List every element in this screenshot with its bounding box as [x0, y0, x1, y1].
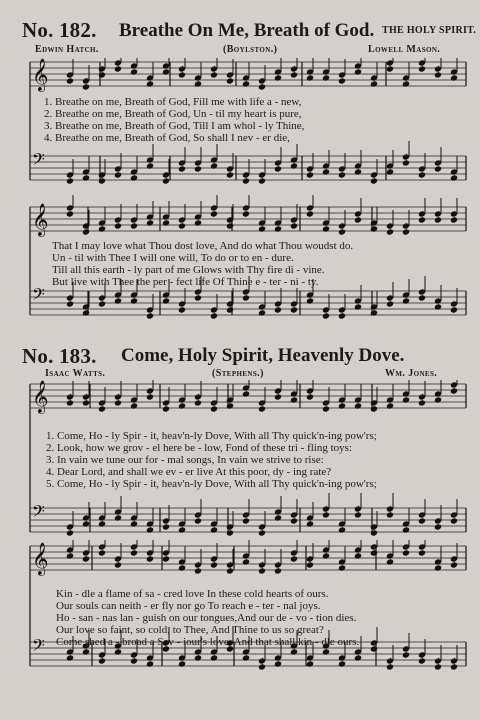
note-head: [450, 216, 458, 223]
hymn-183-composer: Wm. Jones.: [385, 368, 438, 379]
note-head: [226, 306, 234, 313]
note-head: [338, 660, 346, 667]
note-head: [242, 517, 250, 524]
note-head: [130, 657, 138, 664]
note-head: [418, 171, 426, 178]
note-head: [98, 657, 106, 664]
note-head: [194, 219, 202, 226]
note-head: [162, 555, 170, 562]
note-head: [402, 228, 410, 235]
hymn-182-system-1-lyrics: [44, 96, 304, 144]
lyric-line: 2. Look, how we grov - el here be - low, Fond of these tri - fling toys:: [46, 442, 353, 454]
lyric-line: 3. Breathe on me, Breath of God, Till I am whol - ly Thine,: [44, 120, 305, 132]
hymn-183-system-1-lyrics: [46, 430, 377, 490]
lyric-line: 2. Breathe on me, Breath of God, Un - til my heart is pure,: [44, 108, 302, 120]
note-head: [258, 225, 266, 232]
note-head: [354, 511, 362, 518]
note-head: [322, 225, 330, 232]
note-head: [194, 80, 202, 87]
note-head: [450, 517, 458, 524]
treble-clef-icon: 𝄞: [32, 380, 49, 413]
note-head: [98, 300, 106, 307]
note-head: [114, 648, 122, 655]
note-head: [66, 552, 74, 559]
note-head: [242, 210, 250, 217]
note-head: [274, 225, 282, 232]
note-head: [450, 306, 458, 313]
bass-clef-icon: 𝄢: [32, 635, 45, 659]
note-head: [98, 520, 106, 527]
note-head: [146, 312, 154, 319]
hymn-183-tune: (Stephens.): [212, 368, 264, 379]
hymn-183-author: Isaac Watts.: [45, 368, 106, 379]
note-head: [450, 174, 458, 181]
note-head: [322, 168, 330, 175]
treble-clef-icon: 𝄞: [32, 203, 49, 236]
treble-clef-icon: 𝄞: [32, 58, 49, 91]
lyric-line: Come,shed a - broad a Sav - iour's love, And that shall kin - dle ours.: [56, 636, 360, 648]
note-head: [322, 511, 330, 518]
note-head: [130, 68, 138, 75]
note-head: [162, 219, 170, 226]
note-head: [178, 660, 186, 667]
note-head: [258, 567, 266, 574]
note-head: [434, 663, 442, 670]
note-head: [130, 174, 138, 181]
note-head: [434, 216, 442, 223]
note-head: [290, 222, 298, 229]
note-head: [114, 65, 122, 72]
note-head: [290, 71, 298, 78]
note-head: [242, 558, 250, 565]
note-head: [194, 399, 202, 406]
note-head: [338, 228, 346, 235]
note-head: [130, 297, 138, 304]
note-head: [370, 405, 378, 412]
bass-clef-icon: 𝄢: [32, 501, 45, 525]
note-head: [242, 294, 250, 301]
note-head: [210, 71, 218, 78]
note-head: [194, 165, 202, 172]
note-head: [370, 80, 378, 87]
note-head: [178, 402, 186, 409]
treble-clef-icon: 𝄞: [32, 542, 49, 575]
note-head: [418, 517, 426, 524]
note-head: [322, 312, 330, 319]
note-head: [434, 71, 442, 78]
note-head: [162, 297, 170, 304]
note-head: [370, 225, 378, 232]
note-head: [82, 174, 90, 181]
note-head: [370, 309, 378, 316]
note-head: [386, 168, 394, 175]
hymn-182-composer: Lowell Mason.: [368, 44, 441, 55]
note-head: [338, 171, 346, 178]
note-head: [434, 303, 442, 310]
note-head: [354, 402, 362, 409]
note-head: [98, 225, 106, 232]
lyric-line: Our souls can neith - er fly nor go To reach e - ter - nal joys.: [56, 600, 321, 612]
hymn-182-author: Edwin Hatch.: [35, 44, 99, 55]
note-head: [210, 210, 218, 217]
note-head: [386, 511, 394, 518]
note-head: [402, 526, 410, 533]
note-head: [146, 162, 154, 169]
note-head: [258, 83, 266, 90]
lyric-line: 4. Breathe on me, Breath of God, So shall I nev - er die,: [44, 132, 290, 144]
note-head: [178, 526, 186, 533]
note-head: [450, 387, 458, 394]
note-head: [306, 393, 314, 400]
note-head: [258, 309, 266, 316]
note-head: [306, 520, 314, 527]
note-head: [210, 405, 218, 412]
bass-clef-icon: 𝄢: [32, 149, 45, 173]
note-head: [66, 177, 74, 184]
note-head: [210, 561, 218, 568]
note-head: [290, 517, 298, 524]
note-head: [386, 228, 394, 235]
note-head: [354, 303, 362, 310]
note-head: [418, 549, 426, 556]
note-head: [322, 74, 330, 81]
note-head: [354, 216, 362, 223]
hymn-182-tune: (Boylston.): [223, 44, 278, 55]
note-head: [210, 654, 218, 661]
note-head: [274, 567, 282, 574]
note-head: [418, 399, 426, 406]
note-head: [354, 168, 362, 175]
note-head: [210, 526, 218, 533]
note-head: [306, 210, 314, 217]
lyric-line: Till all this earth - ly part of me Glows with Thy fire di - vine.: [52, 264, 325, 276]
note-head: [98, 71, 106, 78]
note-head: [274, 74, 282, 81]
note-head: [194, 294, 202, 301]
note-head: [82, 228, 90, 235]
note-head: [226, 567, 234, 574]
note-head: [402, 297, 410, 304]
note-head: [66, 300, 74, 307]
note-head: [258, 177, 266, 184]
lyric-line: But live with Thee the per - fect life Of Thine e - ter - ni - ty.: [52, 276, 319, 288]
hymn-182-system-2-lyrics: [52, 240, 353, 288]
note-head: [114, 514, 122, 521]
note-head: [178, 71, 186, 78]
note-head: [450, 74, 458, 81]
note-head: [450, 561, 458, 568]
note-head: [178, 306, 186, 313]
note-head: [146, 660, 154, 667]
note-head: [306, 171, 314, 178]
note-head: [114, 297, 122, 304]
note-head: [210, 162, 218, 169]
note-head: [162, 523, 170, 530]
note-head: [306, 561, 314, 568]
note-head: [290, 306, 298, 313]
note-head: [418, 657, 426, 664]
lyric-line: That I may love what Thou dost love, And do what Thou woudst do.: [52, 240, 354, 252]
note-head: [146, 80, 154, 87]
note-head: [178, 564, 186, 571]
lyric-line: Un - til with Thee I will one will, To do or to en - dure.: [52, 252, 294, 264]
note-head: [146, 555, 154, 562]
note-head: [66, 399, 74, 406]
note-head: [370, 177, 378, 184]
note-head: [386, 558, 394, 565]
note-head: [98, 177, 106, 184]
note-head: [114, 561, 122, 568]
note-head: [386, 402, 394, 409]
note-head: [114, 171, 122, 178]
note-head: [418, 294, 426, 301]
note-head: [98, 405, 106, 412]
note-head: [130, 402, 138, 409]
note-head: [274, 393, 282, 400]
note-head: [162, 177, 170, 184]
lyric-line: Ho - san - nas lan - guish on our tongues,And our de - vo - tion dies.: [56, 612, 357, 624]
note-head: [82, 555, 90, 562]
lyric-line: Our love so faint, so cold, to Thee, And Thine to us so great?: [56, 624, 324, 636]
note-head: [130, 520, 138, 527]
note-head: [354, 552, 362, 559]
hymn-183-number: No. 183.: [22, 344, 97, 368]
lyric-line: 5. Come, Ho - ly Spir - it, heav'n-ly Dove, With all Thy quick'n-ing pow'rs;: [46, 478, 377, 490]
note-head: [434, 523, 442, 530]
note-head: [370, 549, 378, 556]
hymn-182-number: No. 182.: [22, 18, 97, 42]
note-head: [114, 222, 122, 229]
note-head: [402, 651, 410, 658]
note-head: [402, 80, 410, 87]
note-head: [258, 663, 266, 670]
note-head: [306, 297, 314, 304]
note-head: [370, 645, 378, 652]
note-head: [82, 520, 90, 527]
note-head: [146, 219, 154, 226]
note-head: [274, 660, 282, 667]
note-head: [354, 654, 362, 661]
note-head: [306, 74, 314, 81]
lyric-line: Kin - dle a flame of sa - cred love In these cold hearts of ours.: [56, 588, 329, 600]
note-head: [418, 216, 426, 223]
note-head: [338, 526, 346, 533]
note-head: [226, 529, 234, 536]
note-head: [114, 399, 122, 406]
note-head: [386, 663, 394, 670]
note-head: [194, 567, 202, 574]
note-head: [258, 529, 266, 536]
note-head: [386, 300, 394, 307]
note-head: [66, 529, 74, 536]
hymn-183-system-2-lyrics: [56, 588, 359, 648]
note-head: [242, 80, 250, 87]
note-head: [226, 402, 234, 409]
note-head: [418, 65, 426, 72]
note-head: [402, 549, 410, 556]
note-head: [226, 171, 234, 178]
note-head: [194, 654, 202, 661]
bass-clef-icon: 𝄢: [32, 284, 45, 308]
note-head: [66, 654, 74, 661]
lyric-line: 3. In vain we tune our for - mal songs, In vain we strive to rise:: [46, 454, 324, 466]
note-head: [146, 393, 154, 400]
note-head: [274, 514, 282, 521]
note-head: [162, 68, 170, 75]
note-head: [290, 648, 298, 655]
note-head: [130, 549, 138, 556]
note-head: [386, 65, 394, 72]
note-head: [322, 552, 330, 559]
hymn-183-title: Come, Holy Spirit, Heavenly Dove.: [121, 345, 405, 366]
note-head: [130, 222, 138, 229]
hymn-182-title: Breathe On Me, Breath of God.: [119, 20, 375, 41]
note-head: [322, 405, 330, 412]
note-head: [146, 526, 154, 533]
note-head: [434, 396, 442, 403]
note-head: [402, 396, 410, 403]
note-head: [290, 162, 298, 169]
note-head: [66, 210, 74, 217]
note-head: [338, 402, 346, 409]
lyric-line: 1. Come, Ho - ly Spir - it, heav'n-ly Dove, With all Thy quick'n-ing pow'rs;: [46, 430, 377, 442]
note-head: [178, 165, 186, 172]
note-head: [242, 654, 250, 661]
note-head: [338, 564, 346, 571]
note-head: [242, 177, 250, 184]
note-head: [434, 165, 442, 172]
note-head: [162, 405, 170, 412]
note-head: [290, 555, 298, 562]
hymn-182-topic: THE HOLY SPIRIT.: [382, 25, 477, 36]
note-head: [210, 312, 218, 319]
note-head: [274, 165, 282, 172]
note-head: [66, 77, 74, 84]
note-head: [306, 660, 314, 667]
note-head: [98, 549, 106, 556]
note-head: [402, 159, 410, 166]
note-head: [258, 405, 266, 412]
lyric-line: 1. Breathe on me, Breath of God, Fill me with life a - new,: [44, 96, 302, 108]
note-head: [82, 648, 90, 655]
note-head: [178, 222, 186, 229]
note-head: [82, 399, 90, 406]
lyric-line: 4. Dear Lord, and shall we ev - er live At this poor, dy - ing rate?: [46, 466, 332, 478]
note-head: [82, 83, 90, 90]
note-head: [338, 312, 346, 319]
note-head: [450, 663, 458, 670]
note-head: [226, 222, 234, 229]
note-head: [338, 77, 346, 84]
note-head: [370, 529, 378, 536]
note-head: [226, 77, 234, 84]
note-head: [290, 396, 298, 403]
note-head: [242, 390, 250, 397]
note-head: [194, 517, 202, 524]
note-head: [434, 564, 442, 571]
note-head: [354, 68, 362, 75]
note-head: [274, 306, 282, 313]
note-head: [322, 648, 330, 655]
note-head: [82, 309, 90, 316]
